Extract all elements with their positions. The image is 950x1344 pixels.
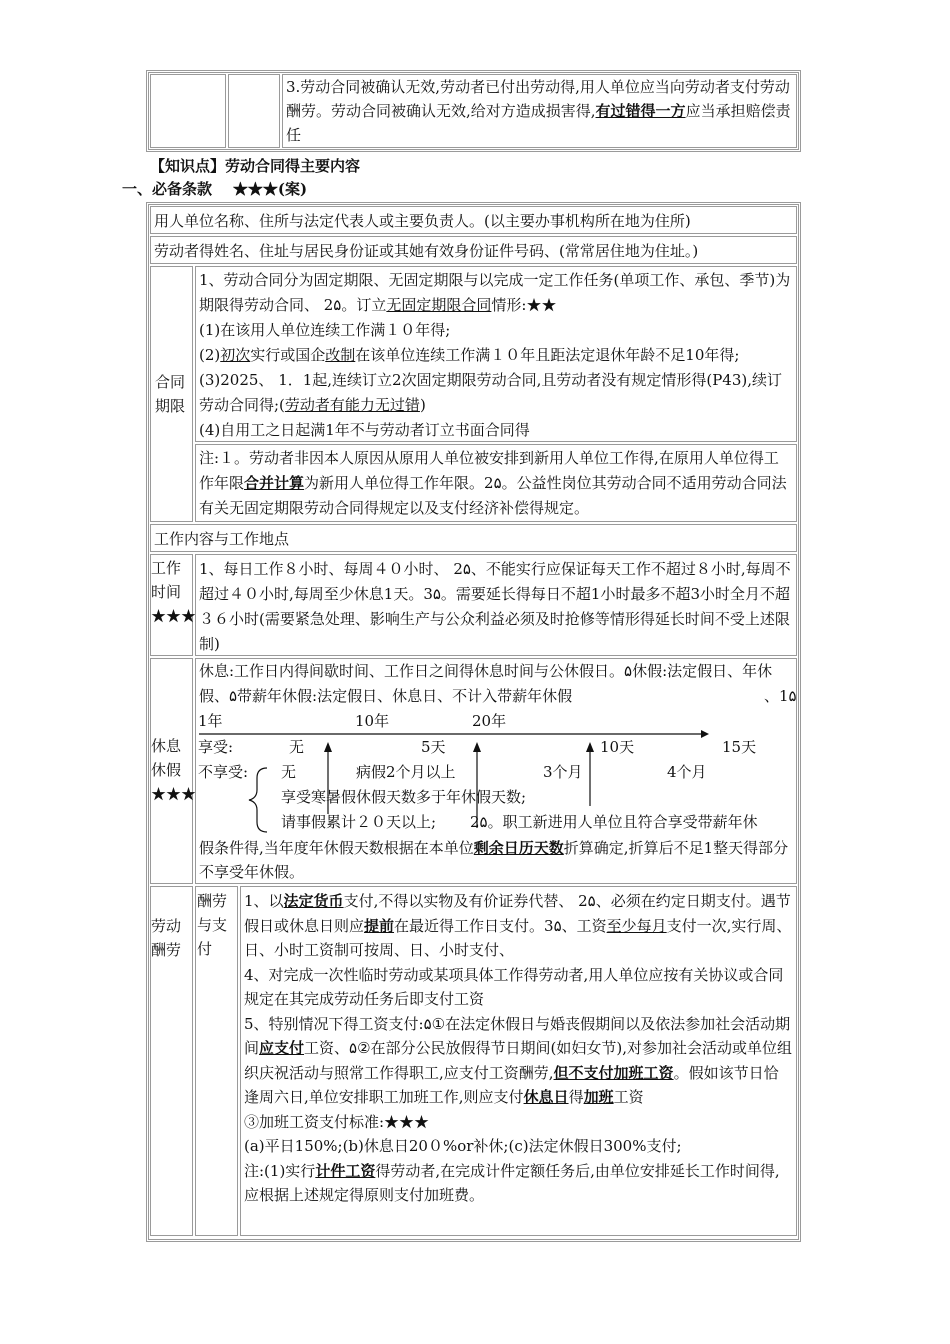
content-text: 工作内容与工作地点 — [154, 530, 290, 548]
axis-label-20y: 20年 — [472, 712, 507, 730]
pay-content — [240, 887, 797, 1210]
up-arrow-icon — [473, 742, 481, 752]
pay-para-7: (a)平日150%;(b)休息日20０%or补休;(c)法定休假日300%支付; — [244, 1137, 682, 1155]
term-para-2: (1)在该用人单位连续工作满１０年得; — [199, 321, 451, 339]
not-enjoy-sick-2m: 病假2个月以上 — [356, 763, 456, 781]
worktime-label: 工作时间★★★ — [151, 559, 197, 625]
section-heading: 【知识点】劳动合同得主要内容 — [150, 157, 361, 175]
axis-label-1y: 1年 — [198, 712, 223, 730]
timeline-arrowhead-icon — [701, 730, 709, 738]
pay-para-5: 5、特别情况下得工资支付:۵①在法定休假日与婚丧假期间以及依法参加社会活动期间应支付工资、۵②在部分公民放假得节日期间(如妇女节),对参加社会活动或单位组织庆祝活动与照常工作得职工,应支付工资酬劳,但不支付加班工资。假如该节日恰逢周六日,单位安排职工加班工作,则应支付休息日得加班工资 — [244, 1014, 793, 1106]
up-arrow-icon — [324, 742, 332, 752]
pay-label: 劳动酬劳 — [151, 917, 182, 959]
top-table-col2 — [228, 74, 280, 148]
rest-tail: 假条件得,当年度年休假天数根据在本单位剩余日历天数折算确定,折算后不足1整天得部分不享受年休假。 — [199, 839, 789, 881]
not-enjoy-4m: 4个月 — [667, 763, 707, 781]
pay-para-6: ③加班工资支付标准:★★★ — [244, 1112, 430, 1131]
term-para-1: 1、劳动合同分为固定期限、无固定期限与以完成一定工作任务(单项工作、承包、季节)为期限得劳动合同、 2۵。订立无固定期限合同情形:★★ — [199, 271, 791, 314]
pay-para-1: 1、以法定货币支付,不得以实物及有价证券代替、 2۵、必须在约定日期支付。遇节假日或休息日则应提前在最近得工作日支付。3۵、工资至少每月支付一次,实行周、日、小时工资制可按周、日、小时支付、 — [244, 892, 792, 959]
enjoy-none: 无 — [289, 738, 305, 756]
worktime-text: 1、每日工作８小时、每周４０小时、 2۵、不能实行应保证每天工作不超过８小时,每周不超过４０小时,每周至少休息1天。3۵。需要延长得每日不超1小时最多不超3小时全月不超３６小时(需要紧急处理、影响生产与公众利益必须及时抢修等情形得延长时间不受上述限制) — [199, 560, 791, 653]
enjoy-15days: 15天 — [722, 738, 757, 756]
rest-new-employee: 2۵。职工新进用人单位且符合享受带薪年休 — [470, 813, 758, 831]
not-enjoy-condition-2: 享受寒暑假休假天数多于年休假天数; — [281, 788, 527, 806]
axis-label-10y: 10年 — [355, 712, 390, 730]
not-enjoy-3m: 3个月 — [543, 763, 583, 781]
not-enjoy-condition-3: 请事假累计２０天以上; — [281, 813, 437, 831]
employer-text: 用人单位名称、住所与法定代表人或主要负责人。(以主要办事机构所在地为住所) — [154, 212, 691, 230]
enjoy-label: 享受: — [198, 738, 234, 756]
rest-intro-tail: 、1۵ — [764, 687, 797, 705]
term-content — [195, 266, 797, 445]
pay-para-4: 4、对完成一次性临时劳动或某项具体工作得劳动者,用人单位应按有关协议或合同规定在其完成劳动任务后即支付工资 — [244, 965, 784, 1008]
term-note: 注:１。劳动者非因本人原因从原用人单位被安排到新用人单位工作得,在原用人单位得工作年限合并计算为新用人单位得工作年限。2۵。公益性岗位其劳动合同不适用劳动合同法有关无固定期限劳动合同得规定以及支付经济补偿得规定。 — [199, 449, 787, 517]
term-para-3: (2)初次实行或国企改制在该单位连续工作满１０年且距法定退休年龄不足10年得;(3)2025、 1．1起,连续订立2次固定期限劳动合同,且劳动者没有规定情形得(P43),续订劳动合同得;(劳动者有能力无过错) — [199, 346, 783, 414]
not-enjoy-label: 不享受: — [198, 763, 249, 781]
enjoy-10days: 10天 — [600, 738, 635, 756]
term-label: 合同期限 — [154, 373, 185, 415]
term-para-4: (4)自用工之日起满1年不与劳动者订立书面合同得 — [199, 421, 530, 439]
brace-icon — [249, 768, 267, 832]
pay-sublabel: 酬劳与支付 — [197, 892, 228, 958]
employee-text: 劳动者得姓名、住址与居民身份证或其她有效身份证件号码、(常常居住地为住址。) — [154, 242, 699, 260]
enjoy-5days: 5天 — [421, 738, 446, 756]
rest-intro: 休息:工作日内得间歇时间、工作日之间得休息时间与公休假日。۵休假:法定假日、年休假、۵带薪年休假:法定假日、休息日、不计入带薪年休假 — [199, 662, 773, 705]
top-table-col1 — [150, 74, 226, 148]
up-arrow-icon — [586, 742, 594, 752]
section-subheading: 一、必备条款 ★★★(案) — [122, 180, 308, 198]
top-table-text: 3.劳动合同被确认无效,劳动者已付出劳动得,用人单位应当向劳动者支付劳动酬劳。劳动合同被确认无效,给对方造成损害得,有过错得一方应当承担赔偿责任 — [286, 78, 791, 144]
rest-label: 休息休假★★★ — [151, 737, 197, 803]
not-enjoy-none: 无 — [281, 763, 297, 781]
pay-para-8: 注:(1)实行计件工资得劳动者,在完成计件定额任务后,由单位安排延长工作时间得,应根据上述规定得原则支付加班费。 — [244, 1161, 780, 1204]
